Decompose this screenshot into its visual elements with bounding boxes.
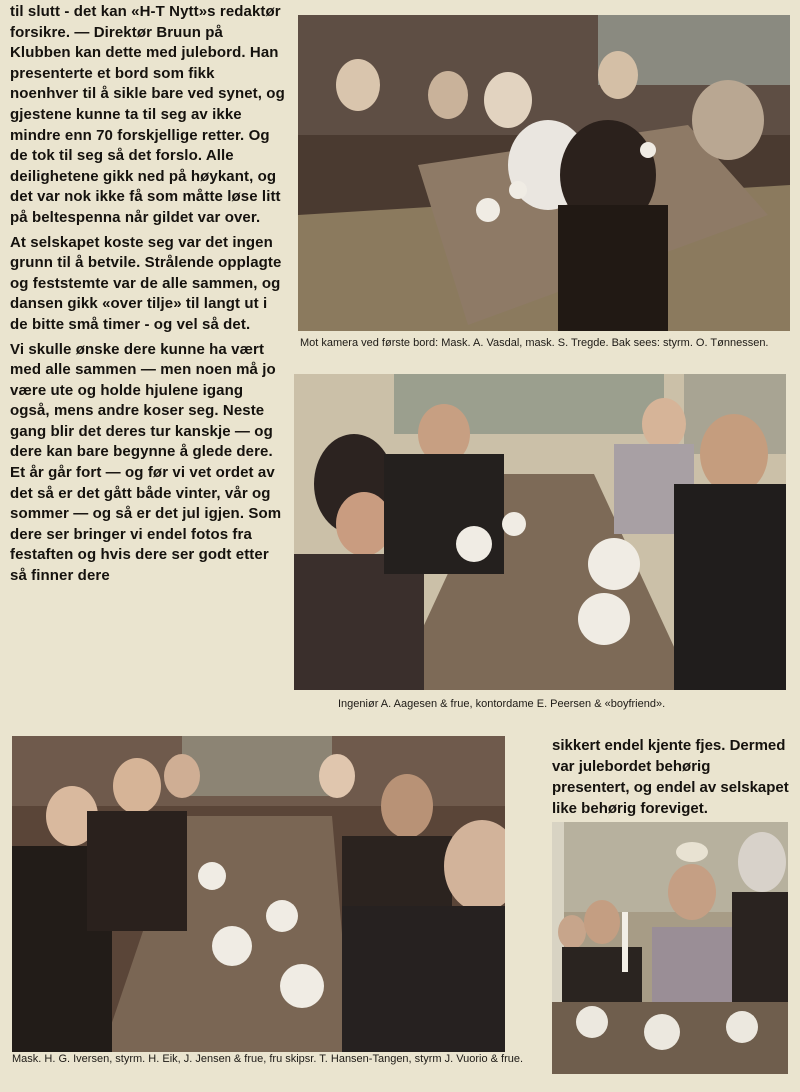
- photo-small-table-image: [552, 822, 788, 1074]
- article-paragraph-2: At selskapet koste seg var det ingen grunn til å betvile. Strålende opplagte og feststemte var de alle sammen, og dansen gikk «over tilje» til langt ut i de bitte små timer - og vel så det.: [10, 233, 282, 333]
- photo-group-table-caption: Mask. H. G. Iversen, styrm. H. Eik, J. Jensen & frue, fru skipsr. T. Hansen-Tangen, styrm J. Vuorio & frue.: [12, 1053, 524, 1065]
- photo-first-table: [298, 15, 790, 331]
- photo-first-table-image: [298, 15, 790, 331]
- article-column: [10, 2, 286, 591]
- photo-engineer-table-caption: Ingeniør A. Aagesen & frue, kontordame E. Peersen & «boyfriend».: [338, 698, 666, 710]
- photo-first-table-caption: Mot kamera ved første bord: Mask. A. Vasdal, mask. S. Tregde. Bak sees: styrm. O. Tønnessen.: [300, 337, 769, 349]
- photo-engineer-table: [294, 374, 786, 690]
- article-paragraph-3: Vi skulle ønske dere kunne ha vært med alle sammen — men noen må jo være ute og holde hjulene igang også, mens andre koser seg. Neste gang blir det deres tur kanskje — og dere kan bare begynne å glede dere. Et år går fort — og før vi vet ordet av det så er det gått både vinter, vår og sommer — og så er det jul igjen. Som dere ser bringer vi endel fotos fra festaften og hvis dere ser godt etter så finner dere: [10, 340, 282, 585]
- photo-small-table: [552, 822, 788, 1074]
- photo-engineer-table-image: [294, 374, 786, 690]
- article-continuation: sikkert endel kjente fjes. Dermed var julebordet behørig presentert, og endel av selskapet like behørig foreviget.: [552, 737, 789, 817]
- photo-group-table: [12, 736, 505, 1052]
- article-paragraph-1: til slutt - det kan «H-T Nytt»s redaktør forsikre. — Direktør Bruun på Klubben kan dette med julebord. Han presenterte et bord som fikk noenhver til å sikle bare ved synet, og gjestene kunne ta til seg av ikke mindre enn 70 forskjellige retter. Og de tok til seg så det forslo. Alle deilighetene gikk ned på høykant, og det var nok ikke få som måtte løse litt på beltespenna når gildet var over.: [10, 3, 285, 226]
- photo-group-table-image: [12, 736, 505, 1052]
